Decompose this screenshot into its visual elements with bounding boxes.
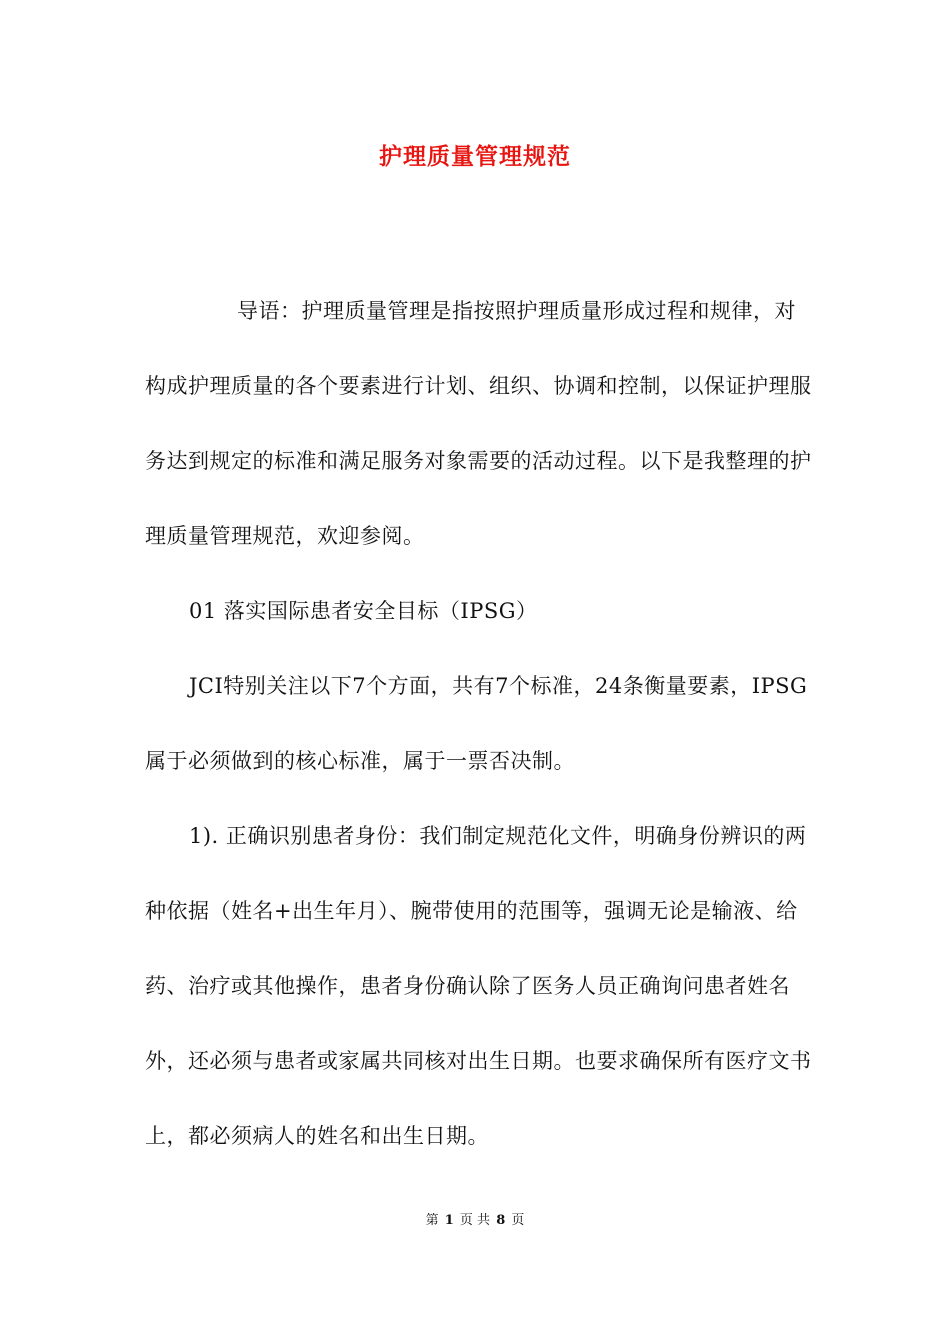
footer-suffix: 页 bbox=[511, 1213, 525, 1228]
jci-paragraph: JCI特别关注以下7个方面，共有7个标准，24条衡量要素，IPSG属于必须做到的核心标准，属于一票否决制。 bbox=[145, 674, 808, 773]
footer-page-number: 1 bbox=[444, 1213, 454, 1228]
section-heading: 01 落实国际患者安全目标（IPSG） bbox=[189, 599, 538, 623]
footer-total-pages: 8 bbox=[496, 1213, 506, 1228]
intro-paragraph: 导语：护理质量管理是指按照护理质量形成过程和规律，对构成护理质量的各个要素进行计划、组织、协调和控制，以保证护理服务达到规定的标准和满足服务对象需要的活动过程。以下是我整理的护理质量管理规范，欢迎参阅。 bbox=[145, 299, 812, 548]
page-footer bbox=[0, 1209, 950, 1228]
footer-prefix: 第 bbox=[425, 1213, 439, 1228]
patient-identity-paragraph: 1). 正确识别患者身份：我们制定规范化文件，明确身份辨识的两种依据（姓名+出生年月）、腕带使用的范围等，强调无论是输液、给药、治疗或其他操作，患者身份确认除了医务人员正确询问患者姓名外，还必须与患者或家属共同核对出生日期。也要求确保所有医疗文书上，都必须病人的姓名和出生日期。 bbox=[145, 824, 812, 1148]
footer-middle: 页 共 bbox=[459, 1213, 491, 1228]
document-title: 护理质量管理规范 bbox=[379, 143, 571, 170]
document-body bbox=[145, 274, 815, 1174]
